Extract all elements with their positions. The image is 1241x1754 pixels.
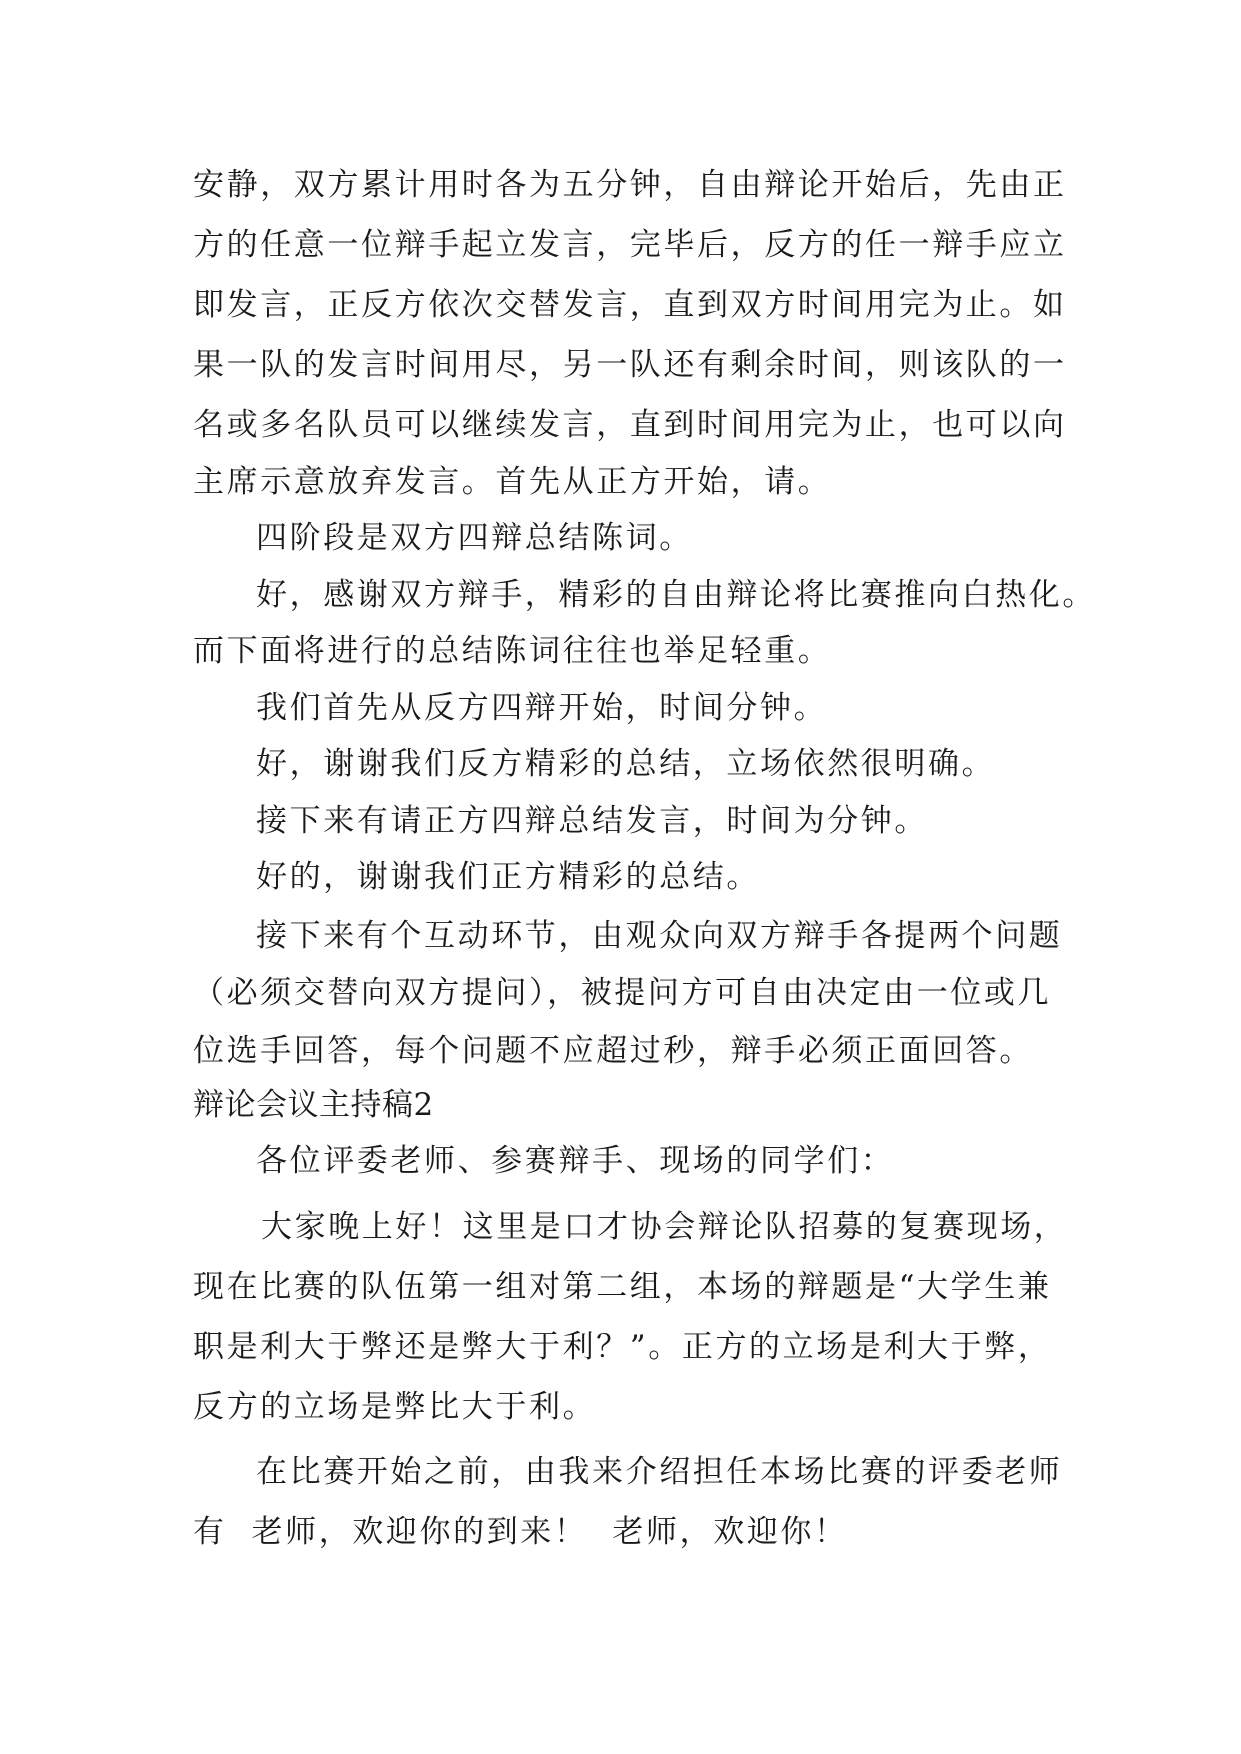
text-line: 我们首先从反方四辩开始，时间分钟。 xyxy=(256,690,828,726)
text-line: 即发言，正反方依次交替发言，直到双方时间用完为止。如 xyxy=(193,287,1067,323)
text-line: 名或多名队员可以继续发言，直到时间用完为止，也可以向 xyxy=(193,407,1067,443)
text-line: 而下面将进行的总结陈词往往也举足轻重。 xyxy=(193,633,832,669)
text-line: 四阶段是双方四辩总结陈词。 xyxy=(256,520,693,556)
text-line: 好，谢谢我们反方精彩的总结，立场依然很明确。 xyxy=(256,746,996,782)
section-heading: 辩论会议主持稿2 xyxy=(193,1087,434,1123)
text-line: 接下来有请正方四辩总结发言，时间为分钟。 xyxy=(256,803,928,839)
text-line: 位选手回答，每个问题不应超过秒，辩手必须正面回答。 xyxy=(193,1033,1033,1069)
text-line: 安静，双方累计用时各为五分钟，自由辩论开始后，先由正 xyxy=(193,167,1067,203)
text-line: 职是利大于弊还是弊大于利？”。正方的立场是利大于弊， xyxy=(193,1329,1052,1365)
text-line: 有 老师，欢迎你的到来！ 老师，欢迎你！ xyxy=(193,1514,848,1550)
text-line: 现在比赛的队伍第一组对第二组，本场的辩题是“大学生兼 xyxy=(193,1269,1052,1305)
text-line: 大家晚上好！这里是口才协会辩论队招募的复赛现场， xyxy=(261,1209,1068,1245)
text-line: 果一队的发言时间用尽，另一队还有剩余时间，则该队的一 xyxy=(193,347,1067,383)
text-line: 在比赛开始之前，由我来介绍担任本场比赛的评委老师 xyxy=(256,1454,1063,1490)
text-line: 好的，谢谢我们正方精彩的总结。 xyxy=(256,859,760,895)
text-line: 方的任意一位辩手起立发言，完毕后，反方的任一辩手应立 xyxy=(193,227,1067,263)
text-line: 好，感谢双方辩手，精彩的自由辩论将比赛推向白热化。 xyxy=(256,577,1096,613)
text-line: 接下来有个互动环节，由观众向双方辩手各提两个问题 xyxy=(256,918,1063,954)
text-line: 主席示意放弃发言。首先从正方开始，请。 xyxy=(193,464,832,500)
text-line: （必须交替向双方提问），被提问方可自由决定由一位或几 xyxy=(193,975,1052,1011)
text-line: 反方的立场是弊比大于利。 xyxy=(193,1389,597,1425)
text-line: 各位评委老师、参赛辩手、现场的同学们： xyxy=(256,1143,895,1179)
